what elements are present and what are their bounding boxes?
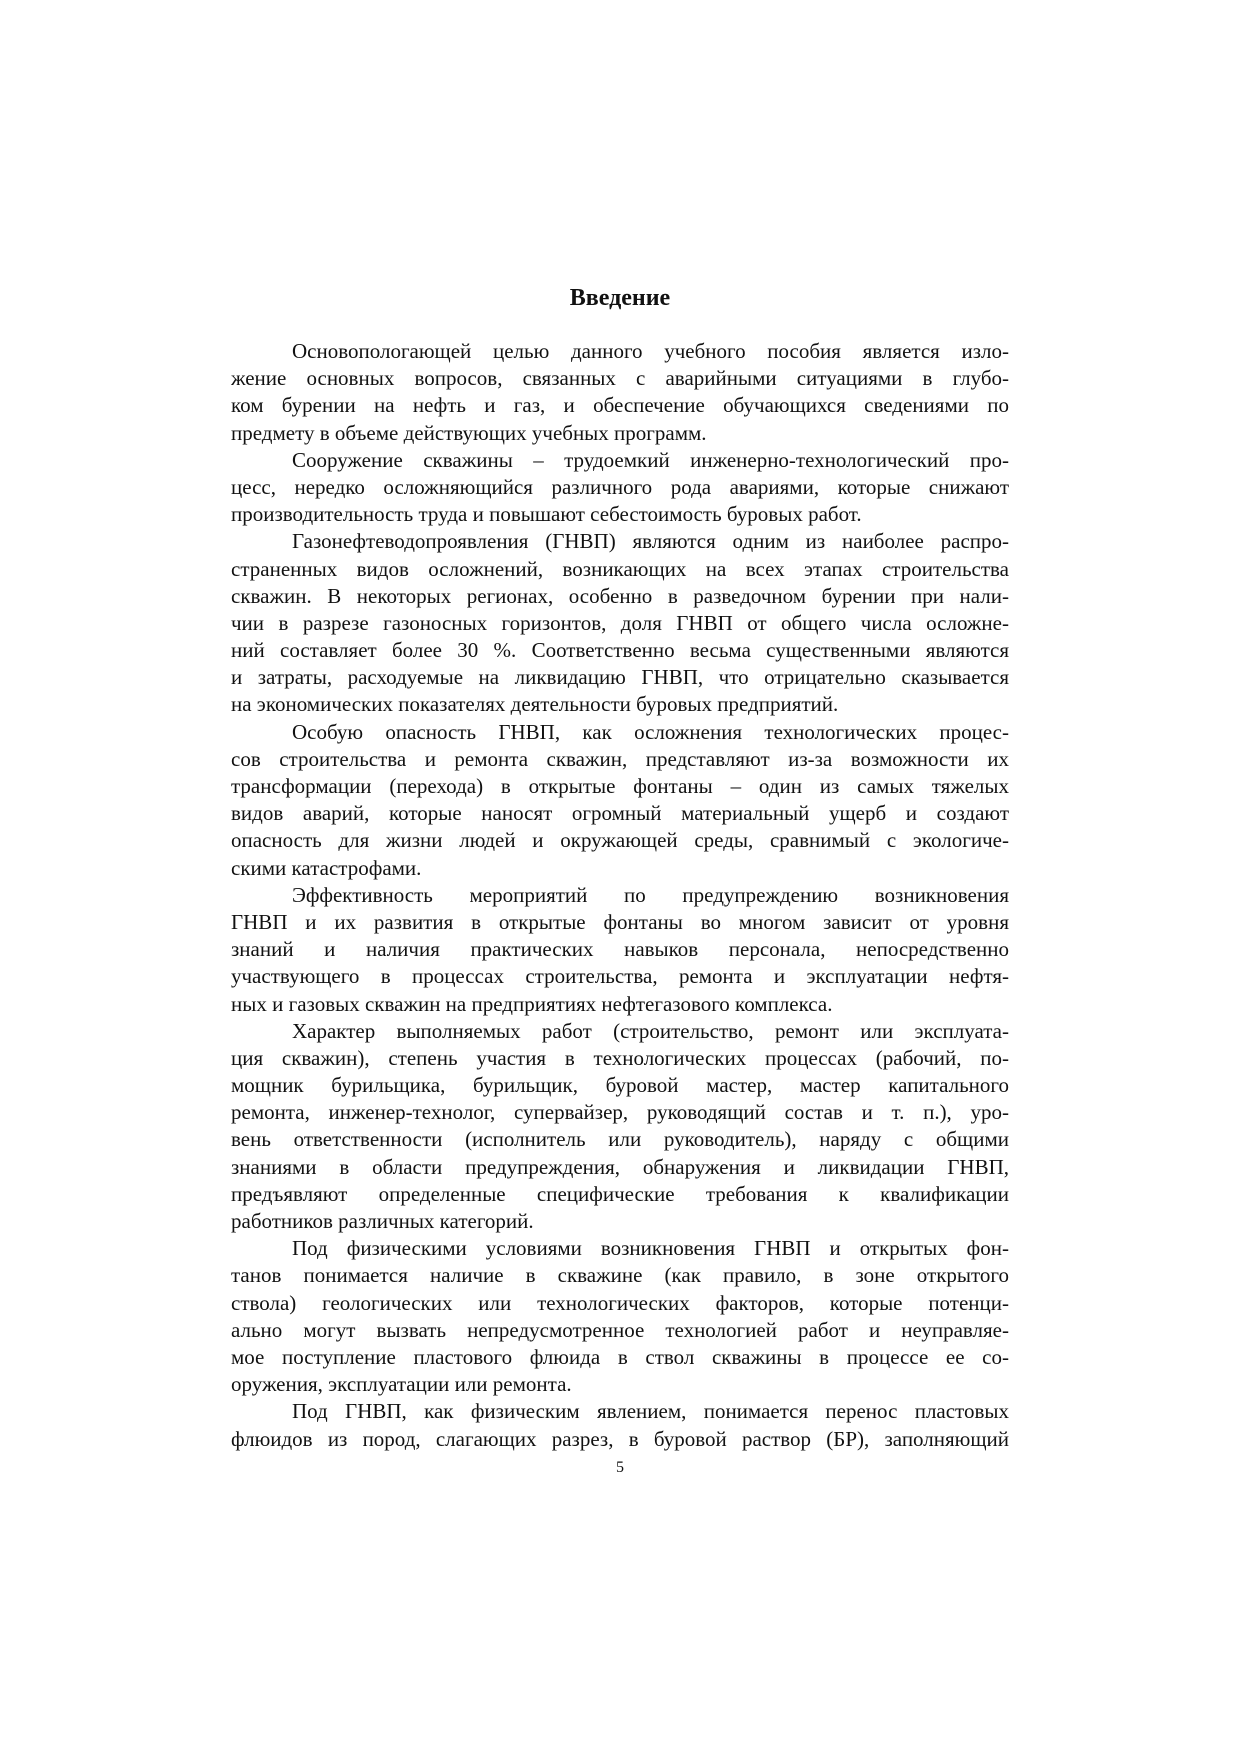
text-line: ция скважин), степень участия в технологических процессах (рабочий, по- bbox=[231, 1045, 1009, 1070]
text-line: ком бурении на нефть и газ, и обеспечение обучающихся сведениями по bbox=[231, 393, 1009, 418]
text-line: работников различных категорий. bbox=[231, 1209, 534, 1233]
text-line: Под физическими условиями возникновения ГНВП и открытых фон- bbox=[292, 1236, 1009, 1261]
text-line: скважин. В некоторых регионах, особенно в разведочном бурении при нали- bbox=[231, 583, 1009, 608]
text-line: опасность для жизни людей и окружающей среды, сравнимый с экологиче- bbox=[231, 828, 1009, 853]
text-line: Под ГНВП, как физическим явлением, понимается перенос пластовых bbox=[292, 1399, 1009, 1424]
text-line: видов аварий, которые наносят огромный материальный ущерб и создают bbox=[231, 801, 1009, 826]
text-line: танов понимается наличие в скважине (как правило, в зоне открытого bbox=[231, 1263, 1009, 1288]
text-line: и затраты, расходуемые на ликвидацию ГНВП, что отрицательно сказывается bbox=[231, 665, 1009, 690]
text-line: страненных видов осложнений, возникающих на всех этапах строительства bbox=[231, 556, 1009, 581]
text-line: Основопологающей целью данного учебного пособия является изло- bbox=[292, 339, 1009, 363]
text-line: сов строительства и ремонта скважин, представляют из-за возможности их bbox=[231, 746, 1009, 771]
text-line: жение основных вопросов, связанных с аварийными ситуациями в глубо- bbox=[231, 366, 1009, 391]
text-line: Сооружение скважины – трудоемкий инженерно-технологический про- bbox=[292, 447, 1009, 472]
text-line: ГНВП и их развития в открытые фонтаны во многом зависит от уровня bbox=[231, 909, 1009, 934]
text-line: ствола) геологических или технологических факторов, которые потенци- bbox=[231, 1290, 1009, 1315]
page-number: 5 bbox=[616, 1459, 624, 1476]
text-line: скими катастрофами. bbox=[231, 855, 422, 880]
text-line: ний составляет более 30 %. Соответственно весьма существенными являются bbox=[231, 638, 1009, 663]
text-line: оружения, эксплуатации или ремонта. bbox=[231, 1372, 572, 1397]
text-line: Газонефтеводопроявления (ГНВП) являются одним из наиболее распро- bbox=[292, 529, 1009, 554]
text-line: ально могут вызвать непредусмотренное технологией работ и неуправляе- bbox=[231, 1317, 1009, 1342]
text-line: Характер выполняемых работ (строительство, ремонт или эксплуата- bbox=[292, 1018, 1009, 1043]
text-line: цесс, нередко осложняющийся различного рода авариями, которые снижают bbox=[231, 474, 1009, 499]
text-line: флюидов из пород, слагающих разрез, в буровой раствор (БР), заполняющий bbox=[231, 1426, 1009, 1451]
page-title: Введение bbox=[569, 285, 671, 311]
text-line: знаний и наличия практических навыков персонала, непосредственно bbox=[231, 937, 1009, 962]
text-line: мощник бурильщика, бурильщик, буровой мастер, мастер капитального bbox=[231, 1073, 1009, 1098]
text-line: трансформации (перехода) в открытые фонтаны – один из самых тяжелых bbox=[231, 774, 1009, 798]
text-line: вень ответственности (исполнитель или руководитель), наряду с общими bbox=[231, 1127, 1009, 1152]
text-line: мое поступление пластового флюида в ствол скважины в процессе ее со- bbox=[231, 1344, 1009, 1369]
document-page bbox=[231, 0, 1009, 1755]
body-text bbox=[231, 338, 1009, 1453]
text-line: знаниями в области предупреждения, обнаружения и ликвидации ГНВП, bbox=[231, 1154, 1009, 1179]
text-line: Особую опасность ГНВП, как осложнения технологических процес- bbox=[292, 719, 1009, 744]
text-line: на экономических показателях деятельности буровых предприятий. bbox=[231, 692, 839, 717]
text-line: производительность труда и повышают себестоимость буровых работ. bbox=[231, 502, 862, 527]
text-line: предъявляют определенные специфические требования к квалификации bbox=[231, 1181, 1009, 1206]
text-line: ных и газовых скважин на предприятиях нефтегазового комплекса. bbox=[231, 991, 833, 1016]
text-line: чии в разрезе газоносных горизонтов, доля ГНВП от общего числа осложне- bbox=[231, 610, 1009, 635]
text-line: ремонта, инженер-технолог, супервайзер, руководящий состав и т. п.), уро- bbox=[231, 1100, 1009, 1125]
text-line: Эффективность мероприятий по предупреждению возникновения bbox=[292, 882, 1009, 907]
text-line: участвующего в процессах строительства, ремонта и эксплуатации нефтя- bbox=[231, 964, 1009, 989]
text-line: предмету в объеме действующих учебных программ. bbox=[231, 420, 707, 445]
